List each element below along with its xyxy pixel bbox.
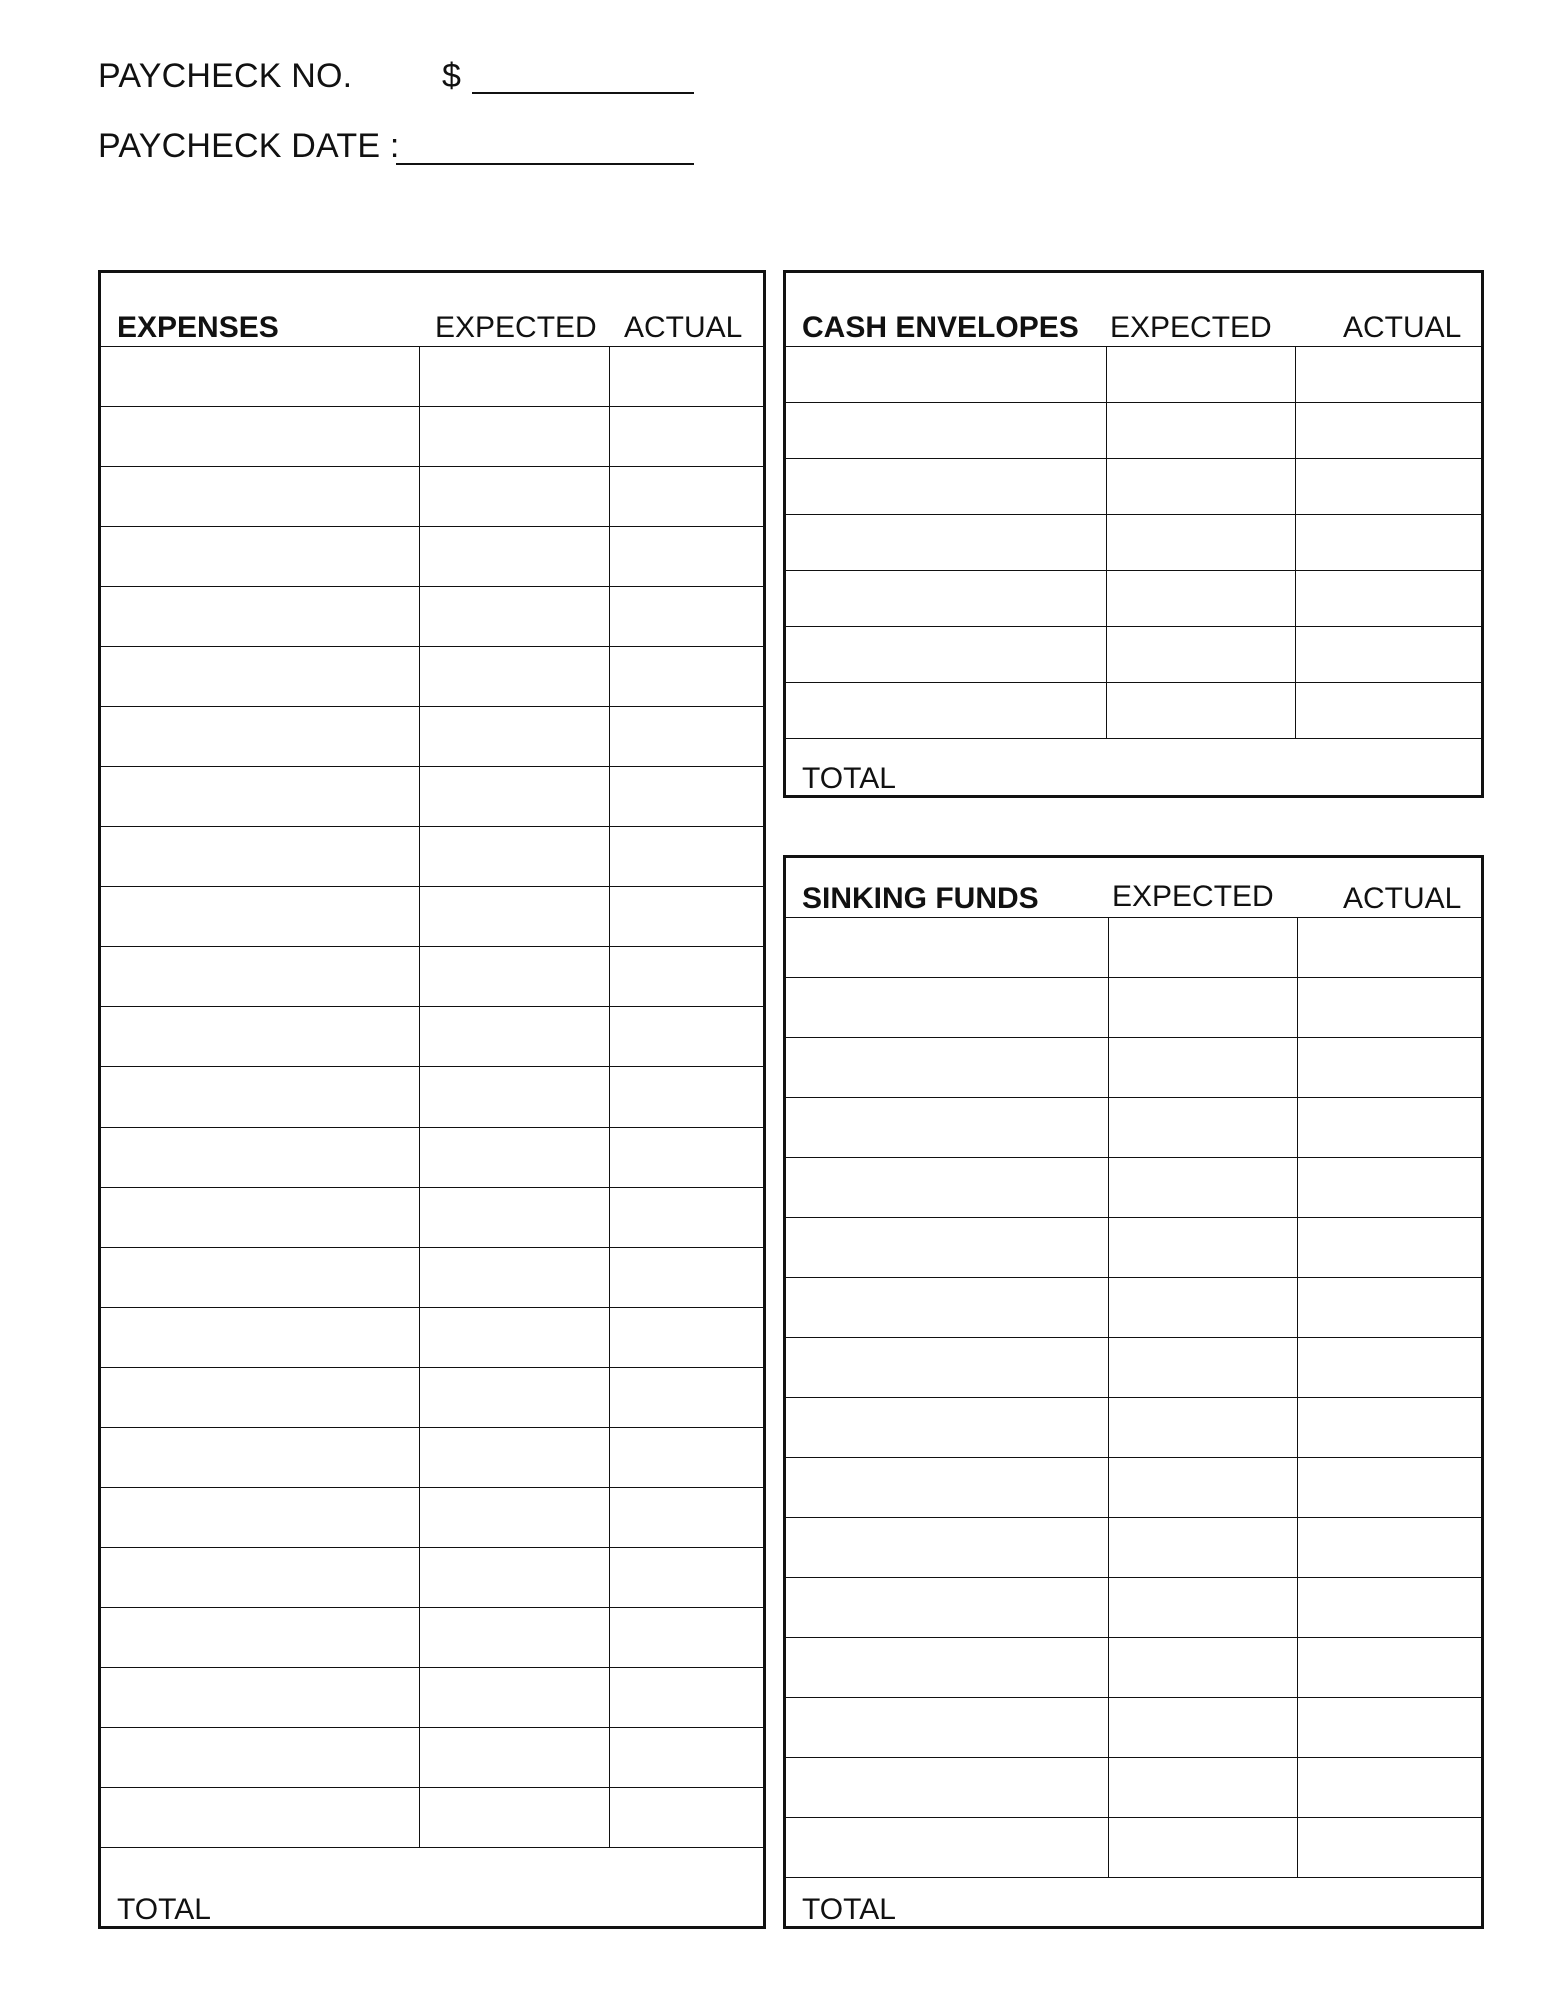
sinking-funds-row[interactable] <box>786 1758 1481 1818</box>
expenses-row[interactable] <box>101 887 763 947</box>
cash-envelopes-table <box>783 270 1484 798</box>
expenses-row[interactable] <box>101 1128 763 1188</box>
cash-envelopes-row[interactable] <box>786 347 1481 403</box>
sinking-funds-row[interactable] <box>786 978 1481 1038</box>
paycheck-amount-field[interactable] <box>472 92 694 94</box>
expenses-row[interactable] <box>101 1728 763 1788</box>
expenses-row[interactable] <box>101 1428 763 1488</box>
sinking-funds-row[interactable] <box>786 1578 1481 1638</box>
expenses-row[interactable] <box>101 1188 763 1248</box>
sinking-funds-table <box>783 855 1484 1929</box>
cash-envelopes-actual-divider <box>1295 347 1296 739</box>
expenses-header <box>101 273 763 347</box>
expenses-total-label: TOTAL <box>117 1893 211 1926</box>
sinking-funds-row[interactable] <box>786 1218 1481 1278</box>
expenses-row[interactable] <box>101 1548 763 1608</box>
sinking-funds-row[interactable] <box>786 1518 1481 1578</box>
expenses-row[interactable] <box>101 1788 763 1848</box>
sinking-funds-rows <box>786 918 1481 1878</box>
sinking-funds-row[interactable] <box>786 1638 1481 1698</box>
cash-envelopes-row[interactable] <box>786 403 1481 459</box>
sinking-funds-row[interactable] <box>786 1278 1481 1338</box>
cash-envelopes-row[interactable] <box>786 627 1481 683</box>
sinking-funds-row[interactable] <box>786 1158 1481 1218</box>
sinking-funds-actual-divider <box>1297 918 1298 1878</box>
expenses-rows <box>101 347 763 1848</box>
expenses-actual-divider <box>609 347 610 1848</box>
expenses-row[interactable] <box>101 947 763 1007</box>
sinking-funds-row[interactable] <box>786 1458 1481 1518</box>
expenses-row[interactable] <box>101 1308 763 1368</box>
expenses-row[interactable] <box>101 527 763 587</box>
sinking-funds-row[interactable] <box>786 1038 1481 1098</box>
cash-envelopes-total-label: TOTAL <box>802 762 896 795</box>
sinking-funds-expected-header: EXPECTED <box>1112 880 1274 913</box>
expenses-row[interactable] <box>101 1248 763 1308</box>
sinking-funds-header <box>786 858 1481 918</box>
cash-envelopes-row[interactable] <box>786 459 1481 515</box>
expenses-row[interactable] <box>101 647 763 707</box>
expenses-title: EXPENSES <box>117 311 279 344</box>
paycheck-date-label: PAYCHECK DATE : <box>98 127 400 165</box>
sinking-funds-row[interactable] <box>786 1698 1481 1758</box>
cash-envelopes-expected-divider <box>1106 347 1107 739</box>
expenses-row[interactable] <box>101 587 763 647</box>
dollar-sign: $ <box>442 57 462 95</box>
sinking-funds-row[interactable] <box>786 1818 1481 1878</box>
expenses-row[interactable] <box>101 1668 763 1728</box>
cash-envelopes-row[interactable] <box>786 515 1481 571</box>
expenses-row[interactable] <box>101 1007 763 1067</box>
expenses-row[interactable] <box>101 767 763 827</box>
expenses-row[interactable] <box>101 707 763 767</box>
cash-envelopes-header <box>786 273 1481 347</box>
cash-envelopes-rows <box>786 347 1481 739</box>
cash-envelopes-actual-header: ACTUAL <box>1343 311 1462 344</box>
expenses-expected-header: EXPECTED <box>435 311 597 344</box>
sinking-funds-row[interactable] <box>786 1338 1481 1398</box>
cash-envelopes-row[interactable] <box>786 683 1481 739</box>
expenses-row[interactable] <box>101 467 763 527</box>
expenses-row[interactable] <box>101 347 763 407</box>
sinking-funds-total-label: TOTAL <box>802 1893 896 1926</box>
paycheck-no-label: PAYCHECK NO. <box>98 57 353 95</box>
sinking-funds-actual-header: ACTUAL <box>1343 882 1462 915</box>
expenses-expected-divider <box>419 347 420 1848</box>
expenses-actual-header: ACTUAL <box>624 311 743 344</box>
sinking-funds-row[interactable] <box>786 1098 1481 1158</box>
expenses-row[interactable] <box>101 407 763 467</box>
paycheck-date-field[interactable] <box>396 163 694 165</box>
cash-envelopes-title: CASH ENVELOPES <box>802 311 1079 344</box>
sinking-funds-expected-divider <box>1108 918 1109 1878</box>
expenses-table <box>98 270 766 1929</box>
cash-envelopes-row[interactable] <box>786 571 1481 627</box>
expenses-row[interactable] <box>101 1488 763 1548</box>
sinking-funds-row[interactable] <box>786 918 1481 978</box>
expenses-row[interactable] <box>101 827 763 887</box>
cash-envelopes-expected-header: EXPECTED <box>1110 311 1272 344</box>
sinking-funds-title: SINKING FUNDS <box>802 882 1039 915</box>
expenses-row[interactable] <box>101 1067 763 1127</box>
expenses-row[interactable] <box>101 1368 763 1428</box>
expenses-row[interactable] <box>101 1608 763 1668</box>
sinking-funds-row[interactable] <box>786 1398 1481 1458</box>
